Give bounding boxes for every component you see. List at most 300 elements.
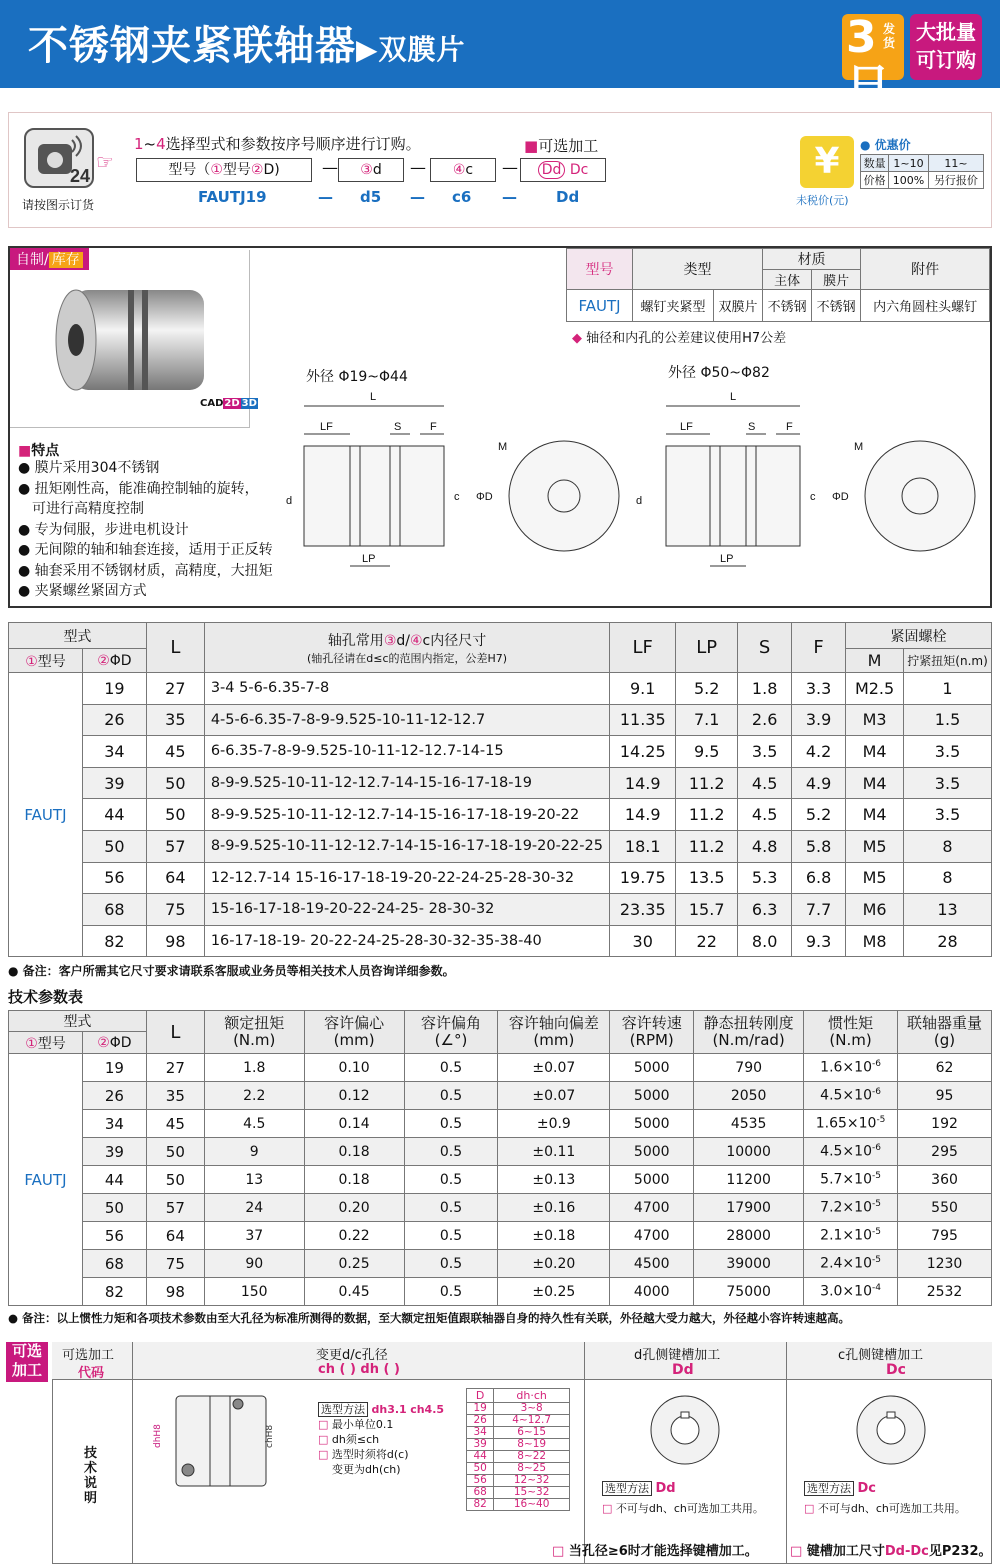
table-row (9, 1054, 992, 1082)
table-cell: M6 (846, 894, 904, 926)
order-field-d: ③d (338, 158, 404, 182)
table-cell: 9.1 (610, 673, 676, 705)
table-cell: 2.2 (204, 1082, 304, 1110)
table-row (9, 1250, 992, 1278)
dimension-diagrams (280, 384, 990, 584)
table-cell: 10000 (694, 1138, 804, 1166)
table-cell: 4-5-6-6.35-7-8-9-9.525-10-11-12-12.7 (204, 704, 609, 736)
order-field-c: ④c (430, 158, 496, 182)
table-cell: 22 (676, 925, 738, 957)
yen-icon: ¥ (800, 136, 854, 188)
table-cell: 44 (467, 1451, 494, 1463)
tech-col-header: 容许转速 (RPM) (610, 1011, 694, 1054)
hand-icon: ☞ (96, 150, 114, 174)
table-cell: M5 (846, 862, 904, 894)
table-row (9, 1166, 992, 1194)
table-cell: M3 (846, 704, 904, 736)
feature-item: ● 膜片采用304不锈钢 (18, 460, 160, 476)
optional-col2: d孔侧键槽加工 (634, 1348, 721, 1363)
table-cell: 57 (146, 1194, 204, 1222)
table-cell: 5000 (610, 1166, 694, 1194)
table-cell: M2.5 (846, 673, 904, 705)
table-cell: 0.45 (304, 1278, 404, 1306)
dash: — (502, 158, 518, 177)
table-cell: 0.5 (404, 1082, 498, 1110)
feature-item: ● 夹紧螺丝紧固方式 (18, 583, 147, 599)
table-cell: 39 (82, 1138, 146, 1166)
order-example-key: Dd (556, 188, 580, 206)
dim-F: F (786, 421, 793, 433)
table-cell: 14.25 (610, 736, 676, 768)
table-cell: 11200 (694, 1166, 804, 1194)
table-cell: $2.1\times 10^{-5}$ (804, 1222, 898, 1250)
table-cell: 12~32 (494, 1475, 570, 1487)
dim-LP: LP (720, 553, 734, 565)
table-cell: 3~8 (494, 1403, 570, 1415)
table-cell: 4700 (610, 1222, 694, 1250)
table-cell: 82 (467, 1499, 494, 1511)
table-cell: 39 (82, 767, 146, 799)
table-cell: 39 (467, 1439, 494, 1451)
dim-M: M (498, 441, 508, 453)
table-row (9, 830, 992, 862)
bore-change-diagram (140, 1390, 300, 1490)
tech-note-label: 技术 说明 (84, 1446, 98, 1506)
table-cell: 98 (146, 925, 204, 957)
table-cell: 13.5 (676, 862, 738, 894)
svg-text:dhH8: dhH8 (153, 1424, 163, 1448)
dash: — (410, 188, 425, 206)
table-cell: 50 (146, 1166, 204, 1194)
table-cell: 50 (146, 799, 204, 831)
dim-LP: LP (362, 553, 376, 565)
table-cell: 14.9 (610, 799, 676, 831)
days-badge: 3日 发货 (842, 14, 904, 80)
order-field-key: Dd Dc (520, 158, 606, 182)
table-cell: 2532 (898, 1278, 992, 1306)
dc-select: 选型方法 Dc (804, 1480, 876, 1496)
table-cell: 0.12 (304, 1082, 404, 1110)
table-cell: M4 (846, 767, 904, 799)
table-cell: 35 (146, 1082, 204, 1110)
table-cell: M5 (846, 830, 904, 862)
table-cell: 0.5 (404, 1110, 498, 1138)
table-cell: 56 (82, 1222, 146, 1250)
tech-col-header: 容许轴向偏差 (mm) (498, 1011, 610, 1054)
table-cell: 11.2 (676, 830, 738, 862)
table-cell: 34 (82, 1110, 146, 1138)
table-cell: ±0.07 (498, 1054, 610, 1082)
table-cell: 82 (82, 1278, 146, 1306)
table-row (9, 894, 992, 926)
table-row (9, 1222, 992, 1250)
dim-L: L (730, 391, 737, 403)
table-cell: 4.9 (792, 767, 846, 799)
table-cell: 45 (146, 1110, 204, 1138)
table-cell: 68 (467, 1487, 494, 1499)
table-cell: 790 (694, 1054, 804, 1082)
tech-col-header: 惯性矩 (N.m) (804, 1011, 898, 1054)
table-cell: ±0.11 (498, 1138, 610, 1166)
order-example-model: FAUTJ19 (198, 188, 267, 206)
dim-D: ΦD (476, 491, 493, 503)
table-cell: 1.8 (738, 673, 792, 705)
table-cell: 13 (904, 894, 992, 926)
table-cell: 192 (898, 1110, 992, 1138)
bore-select-method: 选型方法 dh3.1 ch4.5 □ 最小单位0.1 □ dh须≤ch □ 选型时须将d(c) 变更为dh(ch) (318, 1403, 445, 1476)
table-cell: 5000 (610, 1110, 694, 1138)
dim-S: S (394, 421, 402, 433)
table-cell: 6-6.35-7-8-9-9.525-10-11-12-12.7-14-15 (204, 736, 609, 768)
table-cell: 15.7 (676, 894, 738, 926)
table-cell: ±0.07 (498, 1082, 610, 1110)
table-cell: $3.0\times 10^{-4}$ (804, 1278, 898, 1306)
table-cell: 1 (904, 673, 992, 705)
table-cell: 27 (146, 673, 204, 705)
table-cell: 15~32 (494, 1487, 570, 1499)
keyway-footnote: □ 当孔径≥6时才能选择键槽加工。 (552, 1544, 758, 1559)
table-cell: 34 (467, 1427, 494, 1439)
dim-d: d (636, 495, 643, 507)
table-cell: 23.35 (610, 894, 676, 926)
table-cell: $4.5\times 10^{-6}$ (804, 1138, 898, 1166)
table-cell: 45 (146, 736, 204, 768)
keyway-size-footnote: □ 键槽加工尺寸Dd-Dc见P232。 (790, 1544, 992, 1559)
table-cell: 68 (82, 894, 146, 926)
dim-F: F (430, 421, 437, 433)
dim-S: S (748, 421, 756, 433)
table-cell: 0.5 (404, 1278, 498, 1306)
table-cell: 28 (904, 925, 992, 957)
table-cell: 5.2 (676, 673, 738, 705)
table-cell: 0.25 (304, 1250, 404, 1278)
dim-L: L (370, 391, 377, 403)
optional-h-code: 代码 (78, 1366, 105, 1381)
table-cell: 5.2 (792, 799, 846, 831)
dash: — (502, 188, 517, 206)
table-cell: 18.1 (610, 830, 676, 862)
tech-col-header: 联轴器重量 (g) (898, 1011, 992, 1054)
tag-self-made: 自制/ 库存 (10, 248, 89, 270)
feature-item: ● 无间隙的轴和轴套连接，适用于正反转 (18, 542, 273, 558)
order-field-model: 型号（①型号②D) (136, 158, 312, 182)
bulk-badge: 大批量 可订购 (910, 14, 982, 80)
table-cell: 4000 (610, 1278, 694, 1306)
price-title: ● 优惠价 (860, 138, 911, 152)
optional-col1-code: ch ( ) dh ( ) (318, 1362, 400, 1377)
table-cell: 19 (82, 673, 146, 705)
list-item (467, 1439, 570, 1451)
table-cell: 28000 (694, 1222, 804, 1250)
table-cell: 56 (82, 862, 146, 894)
dash: — (410, 158, 426, 177)
table-cell: 0.20 (304, 1194, 404, 1222)
table-cell: 9.5 (676, 736, 738, 768)
dd-note: □ 不可与dh、ch可选加工共用。 (602, 1502, 764, 1515)
d-keyway-diagram (640, 1390, 730, 1470)
spec-table: 型号 类型 材质 附件 主体 膜片 FAUTJ 螺钉夹紧型 双膜片 不锈钢 不锈钢 内六角圆柱头螺钉 (566, 248, 990, 322)
table-cell: 3-4 5-6-6.35-7-8 (204, 673, 609, 705)
table-cell: 19 (467, 1403, 494, 1415)
table-cell: 0.5 (404, 1222, 498, 1250)
optional-col3-code: Dc (886, 1362, 906, 1378)
table-cell: 8 (904, 862, 992, 894)
table-cell: 62 (898, 1054, 992, 1082)
table-cell: 8~22 (494, 1451, 570, 1463)
cad-badge[interactable]: CAD2D 3D (200, 398, 257, 409)
table-cell: 30 (610, 925, 676, 957)
table-cell: 7.1 (676, 704, 738, 736)
tech-table: 型式 L 额定扭矩 (N.m) 容许偏心 (mm) 容许偏角 (∠°) 容许轴向偏差 (mm) 容许转速 (RPM) 静态扭转刚度 (N.m/rad) 惯性矩 (N.m) 联轴器重量 (g) ①型号 ②ΦD FAUTJ 19 27 1.8 0.10 0.5 ±0.07 5000 790 $1.6\times 10^{-6}$ 62 26 35 2.2 0.12 0.5 ±0.07 5000 2050 $4.5\times 10^{-6}$ 95 34 45 4.5 0.14 0.5 ±0.9 5000 4535 $1.65\times 10^{-5}$ 192 39 50 9 0.18 0.5 ±0.11 5000 10000 $4.5\times 10^{-6}$ 295 44 50 13 0.18 0.5 ±0.13 5000 11200 $5.7\times 10^{-5}$ 360 50 57 24 0.20 0.5 ±0.16 4700 17900 $7.2\times 10^{-5}$ 550 56 64 37 0.22 0.5 ±0.18 4700 28000 $2.1\times 10^{-5}$ 795 68 75 90 0.25 0.5 ±0.20 4500 39000 $2.4\times 10^{-5}$ 1230 82 98 150 0.45 0.5 ±0.25 4000 75000 $3.0\times 10^{-4}$ 2532 (8, 1010, 992, 1306)
table-cell: 7.7 (792, 894, 846, 926)
table-cell: 2050 (694, 1082, 804, 1110)
table-cell: 64 (146, 1222, 204, 1250)
table-cell: 3.9 (792, 704, 846, 736)
table-cell: 8-9-9.525-10-11-12-12.7-14-15-16-17-18-19-20-22 (204, 799, 609, 831)
table-cell: 98 (146, 1278, 204, 1306)
table-cell: 68 (82, 1250, 146, 1278)
table-cell: $2.4\times 10^{-5}$ (804, 1250, 898, 1278)
optional-h-proc: 可选加工 (62, 1348, 115, 1363)
table-cell: 95 (898, 1082, 992, 1110)
table-cell: 26 (82, 704, 146, 736)
table-cell: 0.5 (404, 1138, 498, 1166)
table-cell: 5000 (610, 1138, 694, 1166)
table-cell: 15-16-17-18-19-20-22-24-25- 28-30-32 (204, 894, 609, 926)
table-cell: 82 (82, 925, 146, 957)
table-cell: 50 (82, 1194, 146, 1222)
table-cell: 0.22 (304, 1222, 404, 1250)
table-cell: 3.5 (738, 736, 792, 768)
list-item (467, 1475, 570, 1487)
table-cell: 295 (898, 1138, 992, 1166)
table-cell: 0.5 (404, 1194, 498, 1222)
phone-label: 请按图示订货 (22, 198, 95, 212)
table-cell: 50 (146, 1138, 204, 1166)
table-cell: 8 (904, 830, 992, 862)
table-cell: 150 (204, 1278, 304, 1306)
table-cell: 5.8 (792, 830, 846, 862)
dimension-table: 型式 L 轴孔常用③d/④c内径尺寸 (轴孔径请在d≤c的范围内指定，公差H7) LF LP S F 紧固螺栓 ①型号 ②ΦD M 拧紧扭矩(n.m) FAUTJ 19 27 3-4 5-6-6.35-7-8 9.1 5.2 1.8 3.3 M2.5 1 26 35 4-5-6-6.35-7-8-9-9.525-10-11-12-12.7 11.35 7.1 2.6 3.9 M3 1.5 34 45 6-6.35-7-8-9-9.525-10-11-12-12.7-14-15 14.25 9.5 3.5 4.2 M4 3.5 39 50 8-9-9.525-10-11-12-12.7-14-15-16-17-18-19 14.9 11.2 4.5 4.9 M4 3.5 44 50 8-9-9.525-10-11-12-12.7-14-15-16-17-18-19-20-22 14.9 11.2 4.5 5.2 M4 3.5 50 57 8-9-9.525-10-11-12-12.7-14-15-16-17-18-19-20-22-25 18.1 11.2 4.8 5.8 M5 8 56 64 12-12.7-14 15-16-17-18-19-20-22-24-25-28-30-32 19.75 13.5 5.3 6.8 M5 8 68 75 15-16-17-18-19-20-22-24-25- 28-30-32 23.35 15.7 6.3 7.7 M6 13 82 98 16-17-18-19- 20-22-24-25-28-30-32-35-38-40 30 22 8.0 9.3 M8 28 (8, 622, 992, 957)
dim-D: ΦD (832, 491, 849, 503)
tech-col-header: 额定扭矩 (N.m) (204, 1011, 304, 1054)
diagram2-title: 外径 Φ50~Φ82 (668, 365, 770, 381)
table-cell: M4 (846, 799, 904, 831)
table-cell: 14.9 (610, 767, 676, 799)
table-row (9, 767, 992, 799)
table-cell: 50 (82, 830, 146, 862)
table-cell: ±0.20 (498, 1250, 610, 1278)
phone-icon (24, 128, 94, 188)
list-item (467, 1463, 570, 1475)
dd-select: 选型方法 Dd (602, 1480, 676, 1496)
table-cell: $1.6\times 10^{-6}$ (804, 1054, 898, 1082)
table-row (9, 673, 992, 705)
table-cell: 90 (204, 1250, 304, 1278)
table-cell: 3.5 (904, 799, 992, 831)
table-cell: 1.8 (204, 1054, 304, 1082)
table-cell: 4.8 (738, 830, 792, 862)
table-cell: 75000 (694, 1278, 804, 1306)
table-cell: 16~40 (494, 1499, 570, 1511)
table-cell: 19 (82, 1054, 146, 1082)
table-cell: 35 (146, 704, 204, 736)
table-cell: 27 (146, 1054, 204, 1082)
table-cell: 1230 (898, 1250, 992, 1278)
table-cell: 4.2 (792, 736, 846, 768)
table-cell: 4.5 (738, 767, 792, 799)
table-cell: 0.18 (304, 1166, 404, 1194)
tech-table-title: 技术参数表 (8, 988, 84, 1006)
table-cell: 57 (146, 830, 204, 862)
tech-col-header: 容许偏角 (∠°) (404, 1011, 498, 1054)
table-cell: 6.8 (792, 862, 846, 894)
table-cell: 8~25 (494, 1463, 570, 1475)
bore-range-table: D dh·ch 19 3~8 26 4~12.7 34 6~15 39 8~19 44 8~22 50 8~25 56 12~32 68 15~32 82 16~40 (466, 1388, 570, 1511)
table-cell: 9.3 (792, 925, 846, 957)
table-cell: 34 (82, 736, 146, 768)
feature-item: ● 专为伺服，步进电机设计 (18, 521, 189, 538)
table-cell: 39000 (694, 1250, 804, 1278)
table-cell: 75 (146, 1250, 204, 1278)
table-cell: 1.5 (904, 704, 992, 736)
table-cell: 3.5 (904, 736, 992, 768)
table-cell: 0.5 (404, 1250, 498, 1278)
table-cell: 8~19 (494, 1439, 570, 1451)
table-cell: M4 (846, 736, 904, 768)
table-row (9, 1194, 992, 1222)
table-cell: ±0.18 (498, 1222, 610, 1250)
table-cell: 6~15 (494, 1427, 570, 1439)
dash: — (322, 158, 338, 177)
table-cell: 2.6 (738, 704, 792, 736)
page-subtitle: ▶双膜片 (356, 33, 466, 66)
table1-note: ● 备注：客户所需其它尺寸要求请联系客服或业务员等相关技术人员咨询详细参数。 (8, 964, 455, 978)
table-cell: 4.5 (738, 799, 792, 831)
table-row (9, 1278, 992, 1306)
table-cell: 4700 (610, 1194, 694, 1222)
table-cell: 3.5 (904, 767, 992, 799)
table-cell: 16-17-18-19- 20-22-24-25-28-30-32-35-38-40 (204, 925, 609, 957)
table-cell: M8 (846, 925, 904, 957)
table-cell: $1.65\times 10^{-5}$ (804, 1110, 898, 1138)
table-cell: 5000 (610, 1082, 694, 1110)
table-cell: 17900 (694, 1194, 804, 1222)
table-cell: 44 (82, 1166, 146, 1194)
table-cell: 550 (898, 1194, 992, 1222)
tolerance-note: ◆ 轴径和内孔的公差建议使用H7公差 (572, 331, 787, 346)
table-cell: 19.75 (610, 862, 676, 894)
features-title: ■特点 (18, 443, 60, 459)
table-cell: ±0.13 (498, 1166, 610, 1194)
table-row (9, 925, 992, 957)
optional-side-badge: 可选 加工 (6, 1342, 48, 1382)
table-cell: 8-9-9.525-10-11-12-12.7-14-15-16-17-18-19 (204, 767, 609, 799)
table-cell: 44 (82, 799, 146, 831)
diagram1-title: 外径 Φ19~Φ44 (306, 369, 408, 385)
table-cell: 64 (146, 862, 204, 894)
table-cell: 37 (204, 1222, 304, 1250)
list-item (467, 1415, 570, 1427)
table-cell: 0.5 (404, 1054, 498, 1082)
table-cell: 26 (467, 1415, 494, 1427)
tech-col-header: 容许偏心 (mm) (304, 1011, 404, 1054)
table-row (9, 1110, 992, 1138)
table-cell: ±0.16 (498, 1194, 610, 1222)
price-note: 未税价(元) (796, 194, 849, 207)
table-cell: ±0.25 (498, 1278, 610, 1306)
feature-item: ● 扭矩刚性高，能准确控制轴的旋转， (18, 480, 259, 497)
table-cell: 4535 (694, 1110, 804, 1138)
table-cell: 4500 (610, 1250, 694, 1278)
feature-item: ● 轴套采用不锈钢材质，高精度，大扭矩 (18, 562, 273, 579)
model-cell: FAUTJ (9, 1054, 83, 1306)
table-cell: 9 (204, 1138, 304, 1166)
c-keyway-diagram (846, 1390, 936, 1470)
optional-col3: c孔侧键槽加工 (838, 1348, 924, 1363)
table-cell: 795 (898, 1222, 992, 1250)
table-cell: 360 (898, 1166, 992, 1194)
list-item (467, 1427, 570, 1439)
tech-col-header: 静态扭转刚度 (N.m/rad) (694, 1011, 804, 1054)
table-cell: 5000 (610, 1054, 694, 1082)
table-cell: $7.2\times 10^{-5}$ (804, 1194, 898, 1222)
list-item (467, 1487, 570, 1499)
order-example-d: d5 (360, 188, 382, 206)
optional-col1: 变更d/c孔径 (316, 1348, 388, 1363)
dim-LF: LF (680, 421, 693, 433)
table-cell: 11.2 (676, 799, 738, 831)
table-cell: 5.3 (738, 862, 792, 894)
list-item (467, 1451, 570, 1463)
table-cell: 0.18 (304, 1138, 404, 1166)
dim-LF: LF (320, 421, 333, 433)
page-title: 不锈钢夹紧联轴器▶双膜片 (28, 23, 466, 69)
table-row (9, 1082, 992, 1110)
table-cell: 6.3 (738, 894, 792, 926)
table-cell: 8.0 (738, 925, 792, 957)
table-cell: $4.5\times 10^{-6}$ (804, 1082, 898, 1110)
list-item (467, 1403, 570, 1415)
table-row (9, 704, 992, 736)
dc-note: □ 不可与dh、ch可选加工共用。 (804, 1502, 966, 1515)
table-cell: 4~12.7 (494, 1415, 570, 1427)
model-cell: FAUTJ (9, 673, 83, 957)
table-cell: 11.35 (610, 704, 676, 736)
table-cell: 12-12.7-14 15-16-17-18-19-20-22-24-25-28-30-32 (204, 862, 609, 894)
table-cell: 50 (467, 1463, 494, 1475)
dim-M: M (854, 441, 864, 453)
table-row (9, 862, 992, 894)
table-row (9, 799, 992, 831)
feature-item: 可进行高精度控制 (32, 501, 144, 517)
table-cell: 26 (82, 1082, 146, 1110)
table-row (9, 1138, 992, 1166)
table-cell: 50 (146, 767, 204, 799)
table-cell: 24 (204, 1194, 304, 1222)
table-cell: 0.14 (304, 1110, 404, 1138)
table-cell: 0.5 (404, 1166, 498, 1194)
table2-note: ● 备注：以上惯性力矩和各项技术参数由至大孔径为标准所测得的数据，至大额定扭矩值跟联轴器自身的持久性有关联，外径越大受力越大，外径越小容许转速越高。 (8, 1311, 851, 1325)
dim-d: d (286, 495, 293, 507)
svg-text:chH8: chH8 (265, 1424, 275, 1448)
order-example-c: c6 (452, 188, 472, 206)
order-instruction: 1~4选择型式和参数按序号顺序进行订购。 (134, 135, 421, 153)
table-cell: ±0.9 (498, 1110, 610, 1138)
table-cell: 4.5 (204, 1110, 304, 1138)
dim-c: c (454, 491, 460, 503)
table-cell: $5.7\times 10^{-5}$ (804, 1166, 898, 1194)
